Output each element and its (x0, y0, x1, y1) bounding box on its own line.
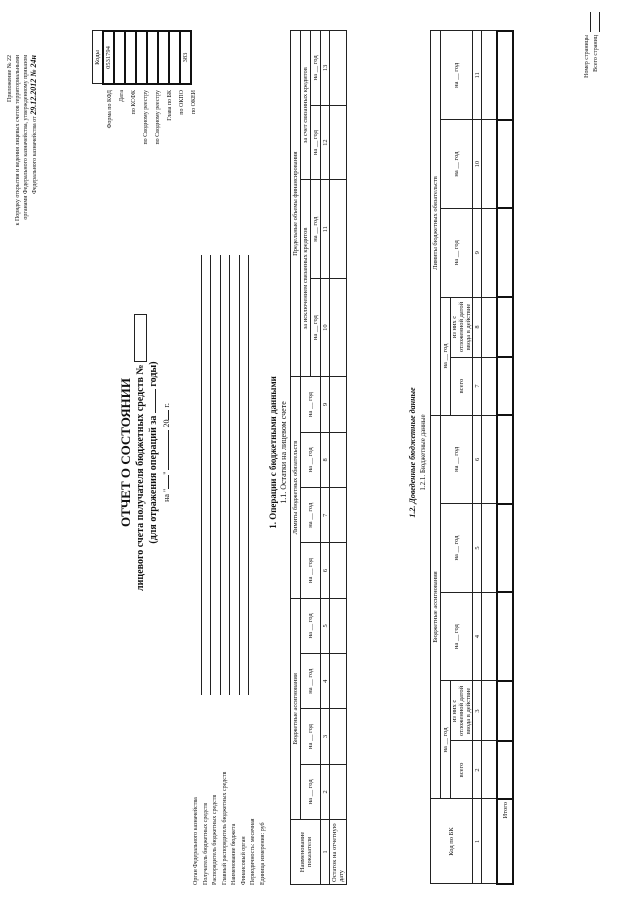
codes-labels (92, 90, 200, 145)
appendix-block (6, 55, 39, 225)
na-god: на __ год (441, 31, 473, 120)
balances-table (290, 30, 347, 885)
field-underline[interactable] (248, 255, 249, 695)
limits-group-header: Лимиты бюджетных обязательств (291, 377, 301, 598)
total-cell[interactable] (497, 31, 513, 120)
code-cell[interactable] (147, 31, 158, 84)
org-label: Наименование бюджета (231, 823, 237, 885)
code-cell[interactable] (158, 31, 169, 84)
col-number: 10 (473, 120, 482, 209)
org-labels (192, 772, 268, 885)
na-god: на __ год (301, 377, 321, 432)
col-number: 6 (321, 543, 330, 598)
col-number: 1 (321, 820, 330, 885)
page-number-field[interactable] (590, 12, 591, 32)
value-cell[interactable] (330, 488, 347, 543)
value-cell[interactable] (330, 180, 347, 278)
na-god: на __ год (441, 297, 451, 415)
value-cell[interactable] (482, 31, 498, 120)
na-god: на __ год (311, 180, 321, 278)
report-title-line2: лицевого счета получателя бюджетных средств № (134, 0, 147, 905)
na-god: на __ год (301, 764, 321, 819)
code-label: по ОКЕИ (191, 90, 197, 115)
col-number: 11 (473, 31, 482, 120)
value-cell[interactable] (482, 120, 498, 209)
na-god: на __ год (441, 592, 473, 681)
org-label: Орган Федерального казначейства (193, 797, 199, 885)
kod-cell[interactable] (482, 799, 498, 884)
code-label: по Сводному реестру (143, 90, 149, 145)
na-god: на __ год (441, 504, 473, 593)
appendix-line: к Порядку открытия и ведения лицевых счетов территориальными (15, 55, 21, 226)
report-title-line3: (для отражения операций за годы) (148, 361, 159, 544)
total-cell[interactable] (497, 297, 513, 357)
itogo-label: Итого (497, 799, 513, 884)
code-cell[interactable] (136, 31, 147, 84)
col-number: 3 (321, 709, 330, 764)
na-god: на __ год (301, 598, 321, 653)
col-number: 2 (473, 741, 482, 799)
code-label: по КСФК (131, 90, 137, 115)
col-number: 9 (321, 377, 330, 432)
org-label: Периодичность: месячная (250, 818, 256, 885)
col-number: 4 (473, 592, 482, 681)
report-title: ОТЧЕТ О СОСТОЯНИИ (118, 378, 133, 528)
value-cell[interactable] (330, 764, 347, 819)
value-cell[interactable] (330, 709, 347, 764)
na-god: на __ год (301, 654, 321, 709)
code-label: Глава по БК (167, 90, 173, 121)
code-label: Форма по КФД (107, 90, 113, 129)
org-label: Получатель бюджетных средств (202, 802, 209, 885)
section1-subtitle: 1.1. Остатки на лицевом счете (279, 401, 288, 504)
section1-title: 1. Операции с бюджетными данными (268, 376, 278, 529)
limits-group-header: Лимиты бюджетных обязательств (431, 31, 441, 415)
field-underline[interactable] (210, 255, 211, 695)
code-label: Дата (119, 90, 125, 102)
value-cell[interactable] (330, 105, 347, 180)
section2-title: 1.2. Доведенные бюджетные данные (408, 387, 417, 518)
report-date-line: на "" 20 г. (162, 403, 171, 502)
total-cell[interactable] (497, 681, 513, 741)
code-cell[interactable] (169, 31, 180, 84)
col-name-header: Наименование показателя (291, 820, 321, 885)
col-number: 6 (473, 415, 482, 504)
value-cell[interactable] (482, 741, 498, 799)
na-god: на __ год (441, 120, 473, 209)
col-number: 7 (321, 488, 330, 543)
fin-group-header: Предельные объемы финансирования (291, 31, 301, 377)
total-cell[interactable] (497, 120, 513, 209)
code-cell[interactable]: 383 (180, 31, 191, 84)
value-cell[interactable] (482, 297, 498, 357)
value-cell[interactable] (330, 278, 347, 376)
total-cell[interactable] (497, 357, 513, 415)
field-underline[interactable] (220, 255, 221, 695)
code-label: по Сводному реестру (155, 90, 161, 145)
total-cell[interactable] (497, 504, 513, 593)
account-number-box[interactable] (134, 314, 147, 362)
field-underline[interactable] (229, 255, 230, 695)
value-cell[interactable] (330, 654, 347, 709)
col-number: 5 (473, 504, 482, 593)
vsego-header: всего (451, 357, 473, 415)
org-label: Главный распорядитель бюджетных средств (221, 771, 228, 885)
value-cell[interactable] (482, 592, 498, 681)
vsego-header: всего (451, 741, 473, 799)
total-pages-field[interactable] (599, 12, 600, 32)
page-number-label: Номер страницы (584, 35, 590, 78)
col-number: 8 (321, 432, 330, 487)
appendix-line: органами Федерального казначейства, утвержденному приказом (23, 55, 29, 220)
total-cell[interactable] (497, 415, 513, 504)
na-god: на __ год (301, 709, 321, 764)
value-cell[interactable] (330, 432, 347, 487)
col-number: 13 (321, 31, 330, 106)
value-cell[interactable] (482, 415, 498, 504)
col-number: 1 (473, 799, 482, 884)
col-number: 7 (473, 357, 482, 415)
col-number: 2 (321, 764, 330, 819)
col-number: 12 (321, 105, 330, 180)
section2-subtitle: 1.2.1. Бюджетные данные (419, 414, 427, 491)
na-god: на __ год (301, 432, 321, 487)
col-number: 5 (321, 598, 330, 653)
col-number: 10 (321, 278, 330, 376)
field-underline[interactable] (201, 255, 202, 695)
value-cell[interactable] (330, 377, 347, 432)
deferred-header: из них с отложенной датой ввода в действие (451, 681, 473, 741)
na-god: на __ год (301, 543, 321, 598)
org-label: Финансовый орган (240, 836, 247, 885)
fin-sub1: за исключением связанных кредитов (301, 180, 311, 377)
org-label: Единица измерения: руб (259, 822, 266, 885)
na-god: на __ год (301, 488, 321, 543)
value-cell[interactable] (482, 357, 498, 415)
col-number: 8 (473, 297, 482, 357)
col-number: 11 (321, 180, 330, 278)
col-number: 4 (321, 654, 330, 709)
field-underline[interactable] (239, 255, 240, 695)
na-god: на __ год (441, 681, 451, 799)
handwritten-order-date: 29.12.2012 № 24н (29, 55, 38, 115)
code-cell[interactable] (125, 31, 136, 84)
value-cell[interactable] (330, 543, 347, 598)
total-cell[interactable] (497, 741, 513, 799)
org-label: Распорядитель бюджетных средств (212, 794, 218, 885)
value-cell[interactable] (482, 208, 498, 297)
total-cell[interactable] (497, 592, 513, 681)
na-god: на __ год (441, 415, 473, 504)
deferred-header: из них с отложенной датой ввода в действие (451, 297, 473, 357)
value-cell[interactable] (330, 31, 347, 106)
code-cell[interactable]: 0531794 (103, 31, 114, 84)
na-god: на __ год (441, 208, 473, 297)
value-cell[interactable] (330, 598, 347, 653)
code-cell[interactable] (114, 31, 125, 84)
assign-group-header: Бюджетные ассигнования (431, 415, 441, 799)
code-label: по ОКПО (179, 90, 185, 115)
value-cell[interactable] (482, 681, 498, 741)
na-god: на __ год (311, 105, 321, 180)
total-pages-label: Всего страниц (593, 35, 599, 72)
codes-header: Коды (93, 31, 104, 84)
assign-group-header: Бюджетные ассигнования (291, 598, 301, 819)
budget-data-table (430, 30, 514, 885)
row-label-balance: Остаток на отчетную дату (330, 820, 347, 885)
kod-bk-header: Код по БК (431, 799, 473, 884)
page-counter (583, 35, 601, 78)
col-number: 9 (473, 208, 482, 297)
appendix-line: Федерального казначейства от 29.12.2012 № 24н (29, 55, 38, 194)
na-god: на __ год (311, 31, 321, 106)
na-god: на __ год (311, 278, 321, 376)
appendix-line: Приложение № 22 (7, 55, 13, 102)
value-cell[interactable] (482, 504, 498, 593)
total-cell[interactable] (497, 208, 513, 297)
fin-sub2: за счет связанных кредитов (301, 31, 311, 180)
codes-table (92, 30, 192, 85)
col-number: 3 (473, 681, 482, 741)
